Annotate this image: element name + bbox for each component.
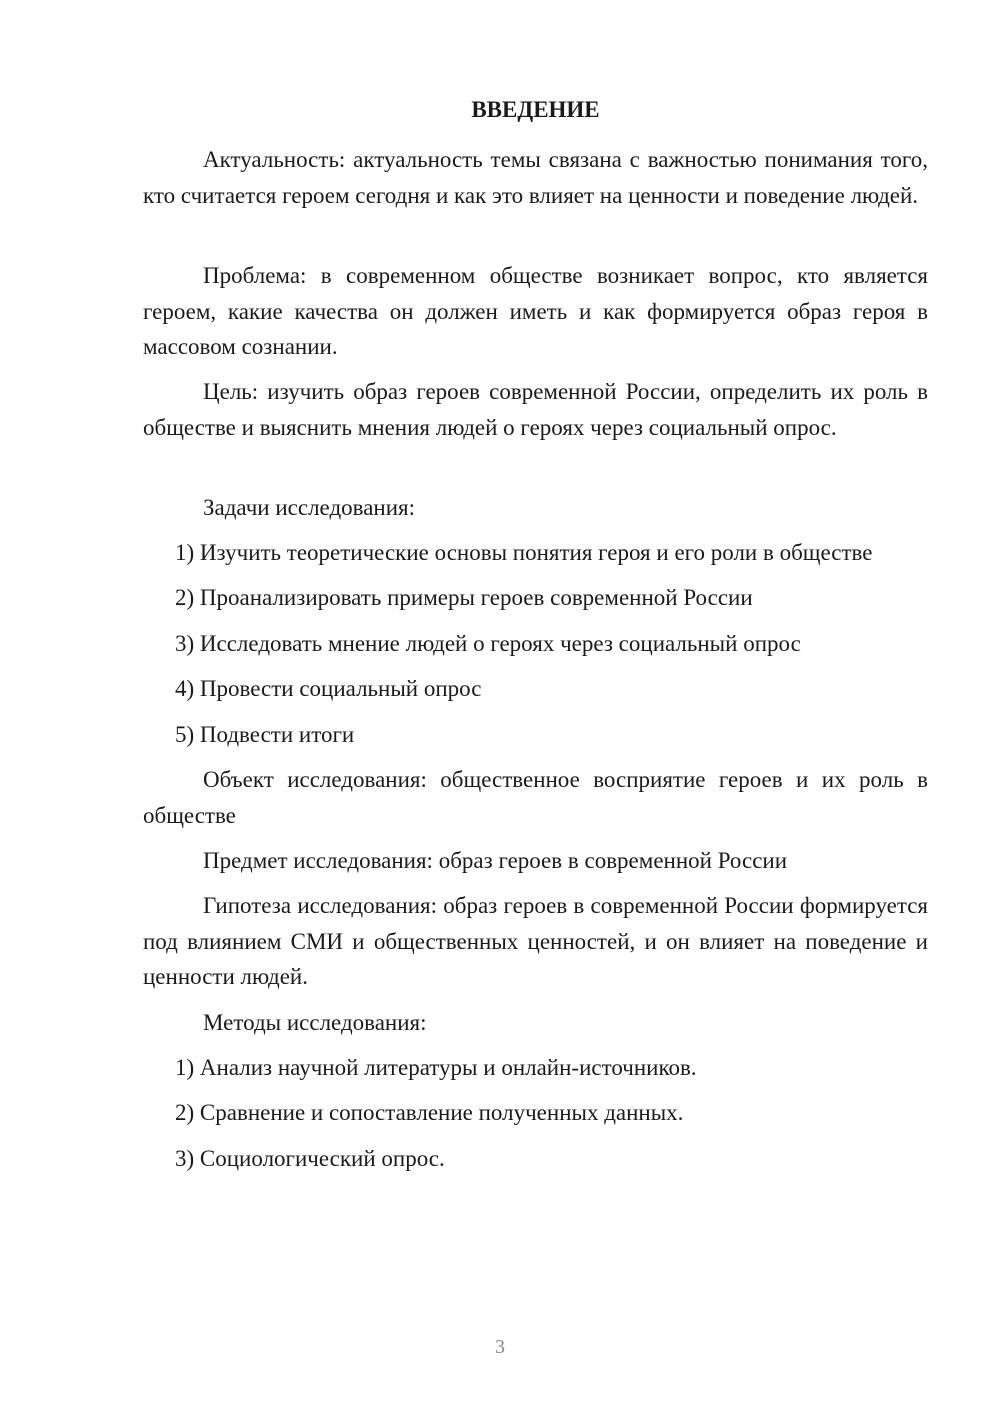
method-item-1: 1) Анализ научной литературы и онлайн-источников. (175, 1055, 697, 1080)
goal-paragraph: Цель: изучить образ героев современной России, определить их роль в обществе и выяснить мнения людей о героях через социальный опрос. (143, 379, 928, 440)
subject-paragraph: Предмет исследования: образ героев в современной России (203, 848, 788, 873)
relevance-paragraph: Актуальность: актуальность темы связана с важностью понимания того, кто считается героем сегодня и как это влияет на ценности и поведение людей. (143, 147, 928, 208)
task-item-3: 3) Исследовать мнение людей о героях через социальный опрос (175, 631, 801, 656)
problem-paragraph: Проблема: в современном обществе возникает вопрос, кто является героем, какие качества он должен иметь и как формируется образ героя в массовом сознании. (143, 263, 928, 359)
task-item-5: 5) Подвести итоги (175, 722, 355, 747)
object-paragraph: Объект исследования: общественное восприятие героев и их роль в обществе (143, 767, 928, 828)
method-item-2: 2) Сравнение и сопоставление полученных данных. (175, 1100, 684, 1125)
task-item-1: 1) Изучить теоретические основы понятия героя и его роли в обществе (175, 540, 873, 565)
page-title: ВВЕДЕНИЕ (471, 97, 600, 122)
method-item-3: 3) Социологический опрос. (175, 1146, 445, 1171)
tasks-title: Задачи исследования: (203, 495, 416, 520)
task-item-4: 4) Провести социальный опрос (175, 676, 482, 701)
methods-title: Методы исследования: (203, 1010, 427, 1035)
page-number: 3 (495, 1336, 505, 1358)
hypothesis-paragraph: Гипотеза исследования: образ героев в современной России формируется под влиянием СМИ и общественных ценностей, и он влияет на поведение и ценности людей. (143, 893, 928, 989)
task-item-2: 2) Проанализировать примеры героев современной России (175, 585, 753, 610)
